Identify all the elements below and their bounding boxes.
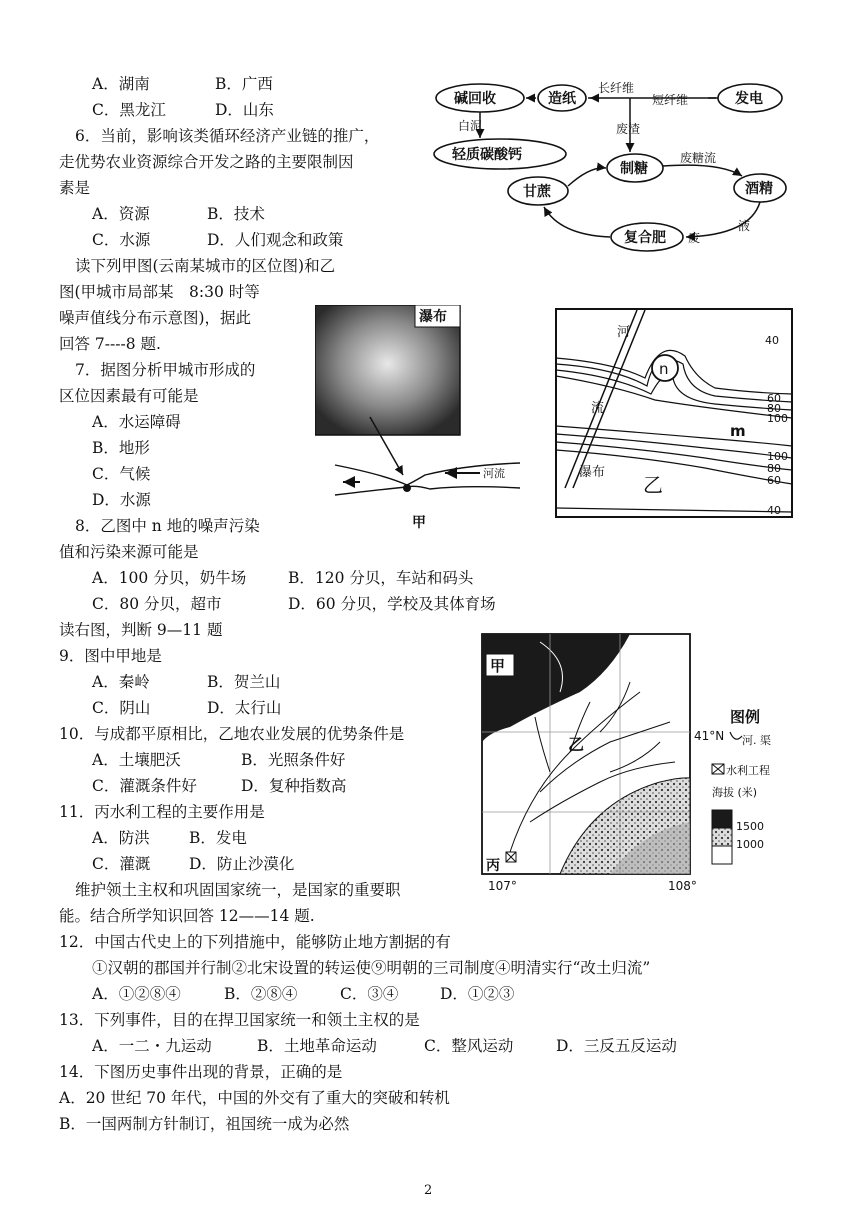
q5-option-d: D．山东	[215, 101, 274, 119]
q8-stem-line2: 值和污染来源可能是	[59, 543, 199, 561]
q8-option-d: D．60 分贝，学校及其体育场	[288, 595, 496, 613]
q7-option-a: A．水运障碍	[92, 413, 181, 431]
legend-water: 水利工程	[726, 764, 770, 777]
q6-option-b: B．技术	[207, 205, 265, 223]
isoline-100-bottom: 100	[767, 450, 788, 463]
q9-option-c: C．阴山	[92, 699, 151, 717]
q5-option-a: A．湖南	[92, 75, 150, 93]
q11-option-c: C．灌溉	[92, 855, 151, 873]
intro-7-8-line2: 图(甲城市局部某 8:30 时等	[59, 283, 260, 301]
q12-stem: 12．中国古代史上的下列措施中，能够防止地方割据的有	[59, 933, 451, 951]
q10-stem: 10．与成都平原相比，乙地农业发展的优势条件是	[59, 725, 405, 743]
q12-option-a: A．①②⑧④	[92, 985, 181, 1003]
q9-option-a: A．秦岭	[92, 673, 150, 691]
isoline-80-bottom: 80	[767, 462, 781, 475]
q5-option-c: C．黑龙江	[92, 101, 166, 119]
q13-stem: 13．下列事件，目的在捍卫国家统一和领土主权的是	[59, 1011, 420, 1029]
q10-option-b: B．光照条件好	[241, 751, 346, 769]
isoline-60-bottom: 60	[767, 474, 781, 487]
q14-stem: 14．下图历史事件出现的背景，正确的是	[59, 1063, 343, 1081]
legend-1500: 1500	[736, 820, 764, 833]
legend-title: 图例	[730, 708, 761, 726]
q10-option-a: A．土壤肥沃	[92, 751, 181, 769]
cycle-diagram	[420, 70, 820, 260]
q6-option-c: C．水源	[92, 231, 151, 249]
isoline-100-top: 100	[767, 412, 788, 425]
label-bailiu: 白泥	[458, 119, 483, 133]
q8-stem-line1: 8．乙图中 n 地的噪声污染	[75, 517, 260, 535]
label-lat-41: 41°N	[694, 729, 725, 743]
label-fei2: 废	[688, 231, 701, 245]
cycle-node-4: 轻质碳酸钙	[452, 147, 522, 163]
intro-7-8-line1: 读下列甲图(云南某城市的区位图)和乙	[75, 257, 336, 275]
q10-option-d: D．复种指数高	[241, 777, 347, 795]
label-bing: 丙	[486, 858, 500, 874]
label-pubu-photo: 瀑布	[419, 309, 447, 325]
cycle-node-3: 发电	[735, 91, 763, 107]
label-jia-map: 甲	[490, 657, 506, 675]
q7-stem-line1: 7．据图分析甲城市形成的	[75, 361, 256, 379]
legend-1000: 1000	[736, 838, 764, 851]
intro-7-8-line4: 回答 7----8 题.	[59, 335, 161, 353]
label-heliu: 河流	[483, 467, 505, 480]
label-fei: 废渣	[616, 122, 641, 136]
label-he: 河	[617, 325, 631, 340]
q6-stem-line1: 6．当前，影响该类循环经济产业链的推广，	[75, 127, 380, 145]
q12-option-c: C．③④	[340, 985, 399, 1003]
q6-stem-line2: 走优势农业资源综合开发之路的主要限制因	[59, 153, 354, 171]
cycle-node-1: 碱回收	[454, 91, 496, 107]
q13-option-a: A．一二・九运动	[92, 1037, 212, 1055]
label-yi-noise: 乙	[643, 473, 663, 497]
label-ye: 液	[738, 219, 751, 233]
label-chang-xianwei: 长纤维	[598, 81, 635, 95]
q8-option-c: C．80 分贝，超市	[92, 595, 222, 613]
cycle-node-6: 甘蔗	[523, 184, 551, 200]
label-jia: 甲	[412, 515, 426, 531]
q12-option-b: B．②⑧④	[224, 985, 298, 1003]
q11-option-b: B．发电	[189, 829, 247, 847]
cycle-node-2: 造纸	[548, 91, 576, 107]
label-yi-map: 乙	[568, 735, 585, 754]
q5-option-b: B．广西	[215, 75, 273, 93]
q11-stem: 11．丙水利工程的主要作用是	[59, 803, 265, 821]
elev-mid-swatch	[712, 828, 732, 846]
q10-option-c: C．灌溉条件好	[92, 777, 197, 795]
cycle-node-5: 制糖	[620, 161, 648, 177]
label-lon-107: 107°	[488, 879, 517, 893]
q7-stem-line2: 区位因素最有可能是	[59, 387, 199, 405]
legend-river: 河. 渠	[742, 734, 771, 747]
isoline-80-top: 80	[767, 402, 781, 415]
intro-12-14-line1: 维护领土主权和巩固国家统一，是国家的重要职	[75, 881, 401, 899]
q13-option-c: C．整风运动	[424, 1037, 514, 1055]
q7-option-c: C．气候	[92, 465, 151, 483]
q6-option-a: A．资源	[92, 205, 150, 223]
q7-option-d: D．水源	[92, 491, 151, 509]
label-pubu-map: 瀑布	[579, 465, 606, 480]
q14-option-b: B．一国两制方针制订，祖国统一成为必然	[59, 1115, 350, 1133]
noise-isoline-map	[555, 308, 795, 520]
q6-stem-line3: 素是	[59, 179, 91, 197]
legend-elev: 海拔 (米)	[712, 786, 758, 799]
q9-option-d: D．太行山	[207, 699, 282, 717]
label-lon-108: 108°	[668, 879, 697, 893]
intro-12-14-line2: 能。结合所学知识回答 12——14 题.	[59, 907, 315, 925]
label-m: m	[730, 422, 746, 440]
isoline-40-bottom: 40	[767, 504, 781, 517]
q7-option-b: B．地形	[92, 439, 150, 457]
regional-map-figure	[480, 632, 780, 897]
q14-option-a: A．20 世纪 70 年代，中国的外交有了重大的突破和转机	[59, 1089, 450, 1107]
intro-9-11: 读右图，判断 9—11 题	[59, 621, 223, 639]
elev-high-swatch	[712, 810, 732, 828]
q11-option-a: A．防洪	[92, 829, 150, 847]
q13-option-d: D．三反五反运动	[556, 1037, 677, 1055]
q13-option-b: B．土地革命运动	[257, 1037, 377, 1055]
label-n: n	[659, 360, 669, 378]
q8-option-b: B．120 分贝，车站和码头	[288, 569, 474, 587]
page-number: 2	[424, 1183, 433, 1198]
intro-7-8-line3: 噪声值线分布示意图)，据此	[59, 309, 252, 327]
waterfall-location-figure	[315, 305, 525, 535]
isoline-40-top: 40	[765, 334, 779, 347]
city-jia-marker	[403, 484, 411, 492]
isoline-60-top: 60	[767, 392, 781, 405]
q8-option-a: A．100 分贝，奶牛场	[92, 569, 247, 587]
q9-stem: 9．图中甲地是	[59, 647, 162, 665]
q6-option-d: D．人们观念和政策	[207, 231, 344, 249]
cycle-node-8: 复合肥	[624, 230, 666, 246]
q9-option-b: B．贺兰山	[207, 673, 281, 691]
elev-low-swatch	[712, 846, 732, 864]
q12-items: ①汉朝的郡国并行制②北宋设置的转运使⑨明朝的三司制度④明清实行“改土归流”	[92, 959, 651, 977]
river-legend-icon	[730, 732, 742, 739]
label-feitangmi: 废糖流	[680, 151, 717, 165]
label-duan-xianwei: 短纤维	[652, 93, 689, 107]
q11-option-d: D．防止沙漠化	[189, 855, 295, 873]
label-liu: 流	[591, 401, 605, 416]
cycle-node-7: 酒精	[745, 181, 773, 197]
q12-option-d: D．①②③	[440, 985, 515, 1003]
